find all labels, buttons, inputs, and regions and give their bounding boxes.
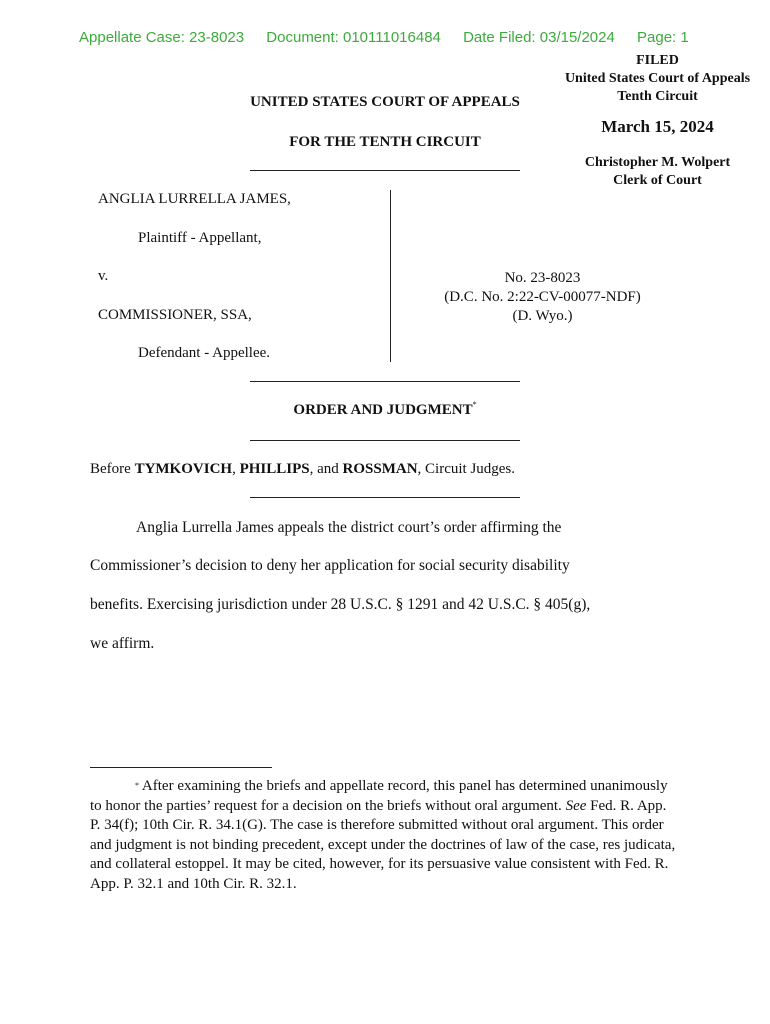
footnote-text-a: After examining the briefs and appellate record, this panel has determined unanimously to honor the parties’ request for a decision on the briefs without oral argument. — [90, 778, 668, 814]
district-name: (D. Wyo.) — [512, 308, 573, 324]
body-line-4: we affirm. — [90, 635, 155, 652]
court-title: UNITED STATES COURT OF APPEALS — [250, 94, 520, 110]
filed-court-line2: Tenth Circuit — [617, 89, 698, 104]
divider-rule-3 — [250, 440, 520, 441]
panel-sep1: , — [232, 461, 240, 477]
body-line-3: benefits. Exercising jurisdiction under 28 U.S.C. § 1291 and 42 U.S.C. § 405(g), — [90, 596, 591, 613]
footnote-text-b: Fed. R. App. P. 34(f); 10th Cir. R. 34.1(G). The case is therefore submitted without oral argument. This order and judgment is not binding precedent, except under the doctrines of law of the case, res judicata, and collateral estoppel. It may be cited, however, for its persuasive value consistent with Fed. R. App. P. 32.1 and 10th Cir. R. 32.1. — [90, 797, 676, 892]
circuit-title: FOR THE TENTH CIRCUIT — [289, 134, 481, 150]
filed-date: March 15, 2024 — [601, 117, 714, 136]
date-filed-header: Date Filed: 03/15/2024 — [463, 29, 615, 46]
case-number: No. 23-8023 — [504, 270, 581, 286]
panel-suffix: , Circuit Judges. — [417, 461, 516, 477]
caption-divider — [390, 190, 391, 362]
clerk-title: Clerk of Court — [613, 173, 702, 188]
order-title — [200, 402, 570, 419]
divider-rule-1 — [250, 170, 520, 171]
appellant-name: ANGLIA LURRELLA JAMES, — [98, 191, 291, 207]
case-number-header: Appellate Case: 23-8023 — [79, 29, 245, 46]
filed-label: FILED — [636, 53, 679, 68]
appellant-role: Plaintiff - Appellant, — [138, 230, 262, 246]
divider-rule-4 — [250, 497, 520, 498]
footnote-see-signal: See — [565, 797, 587, 814]
judge-phillips: PHILLIPS — [239, 461, 310, 477]
clerk-name: Christopher M. Wolpert — [584, 155, 731, 170]
footnote-marker: * — [135, 781, 139, 790]
body-line-2: Commissioner’s decision to deny her application for social security disability — [90, 557, 570, 574]
order-title-text: ORDER AND JUDGMENT — [293, 402, 473, 418]
filed-stamp — [545, 52, 770, 190]
body-line-1: Anglia Lurrella James appeals the district court’s order affirming the — [136, 519, 562, 536]
panel-sep2: , and — [309, 461, 343, 477]
filed-court-line1: United States Court of Appeals — [564, 71, 751, 86]
appellee-role: Defendant - Appellee. — [138, 345, 271, 361]
appellee-name: COMMISSIONER, SSA, — [98, 307, 252, 323]
case-number-block — [410, 269, 675, 326]
page-number-header: Page: 1 — [637, 29, 689, 46]
panel-prefix: Before — [90, 461, 135, 477]
document-number-header: Document: 010111016484 — [266, 29, 441, 46]
district-court-number: (D.C. No. 2:22-CV-00077-NDF) — [444, 289, 641, 305]
divider-rule-2 — [250, 381, 520, 382]
order-footnote-marker: * — [472, 400, 477, 409]
footnote-rule — [90, 767, 272, 768]
versus-label: v. — [98, 268, 109, 284]
judge-tymkovich: TYMKOVICH — [134, 461, 233, 477]
filing-header — [79, 29, 707, 46]
judge-rossman: ROSSMAN — [342, 461, 418, 477]
panel-line — [90, 461, 515, 478]
footnote — [90, 777, 680, 894]
